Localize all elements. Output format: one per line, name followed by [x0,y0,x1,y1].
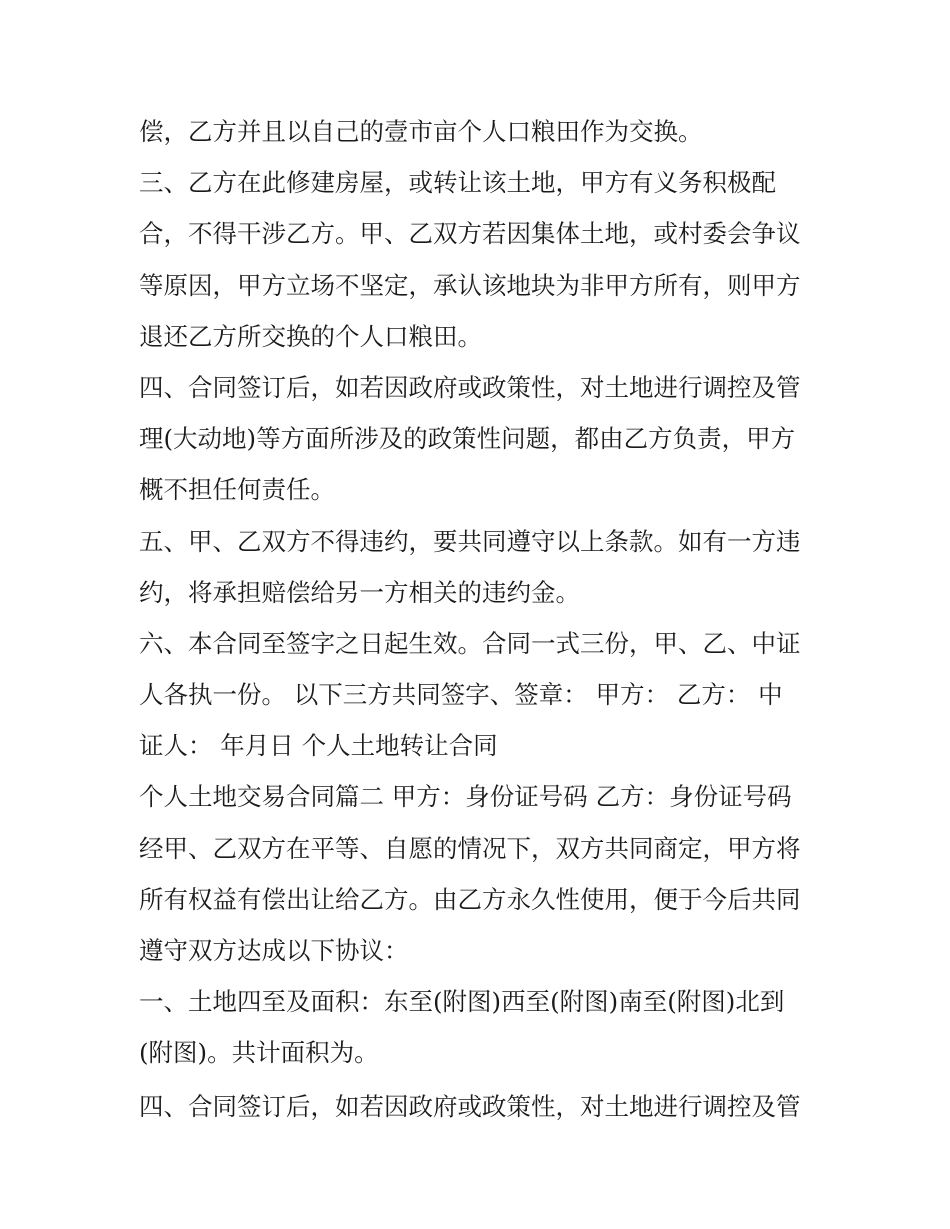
text-line: 个人土地交易合同篇二 甲方：身份证号码 乙方：身份证号码 [139,782,792,812]
text-line: 经甲、乙双方在平等、自愿的情况下，双方共同商定，甲方将 [139,833,801,863]
text-line: 四、合同签订后，如若因政府或政策性，对土地进行调控及管 [139,372,801,402]
text-line: 等原因，甲方立场不坚定，承认该地块为非甲方所有，则甲方 [139,270,801,300]
text-line: 五、甲、乙双方不得违约，要共同遵守以上条款。如有一方违 [139,526,801,556]
text-line: 三、乙方在此修建房屋，或转让该土地，甲方有义务积极配 [139,168,776,198]
text-line: 合，不得干涉乙方。甲、乙双方若因集体土地，或村委会争议 [139,219,801,249]
text-line: 人各执一份。 以下三方共同签字、签章： 甲方： 乙方： 中 [139,680,783,710]
text-line: 四、合同签订后，如若因政府或政策性，对土地进行调控及管 [139,1091,801,1121]
text-line: 证人： 年月日 个人土地转让合同 [139,731,498,761]
text-line: 偿，乙方并且以自己的壹市亩个人口粮田作为交换。 [139,117,703,146]
text-line: 六、本合同至签字之日起生效。合同一式三份，甲、乙、中证 [139,628,801,658]
text-line: 所有权益有偿出让给乙方。由乙方永久性使用，便于今后共同 [139,884,801,914]
text-line: 遵守双方达成以下协议： [139,936,409,965]
text-line: 一、土地四至及面积：东至(附图)西至(附图)南至(附图)北到 [139,987,785,1017]
contract-text [139,106,819,1132]
text-line: 约，将承担赔偿给另一方相关的违约金。 [139,577,580,607]
text-line: (附图)。共计面积为。 [139,1038,379,1068]
text-line: 退还乙方所交换的个人口粮田。 [139,321,482,351]
text-line: 理(大动地)等方面所涉及的政策性问题，都由乙方负责，甲方 [139,424,796,454]
text-line: 概不担任何责任。 [139,475,335,505]
